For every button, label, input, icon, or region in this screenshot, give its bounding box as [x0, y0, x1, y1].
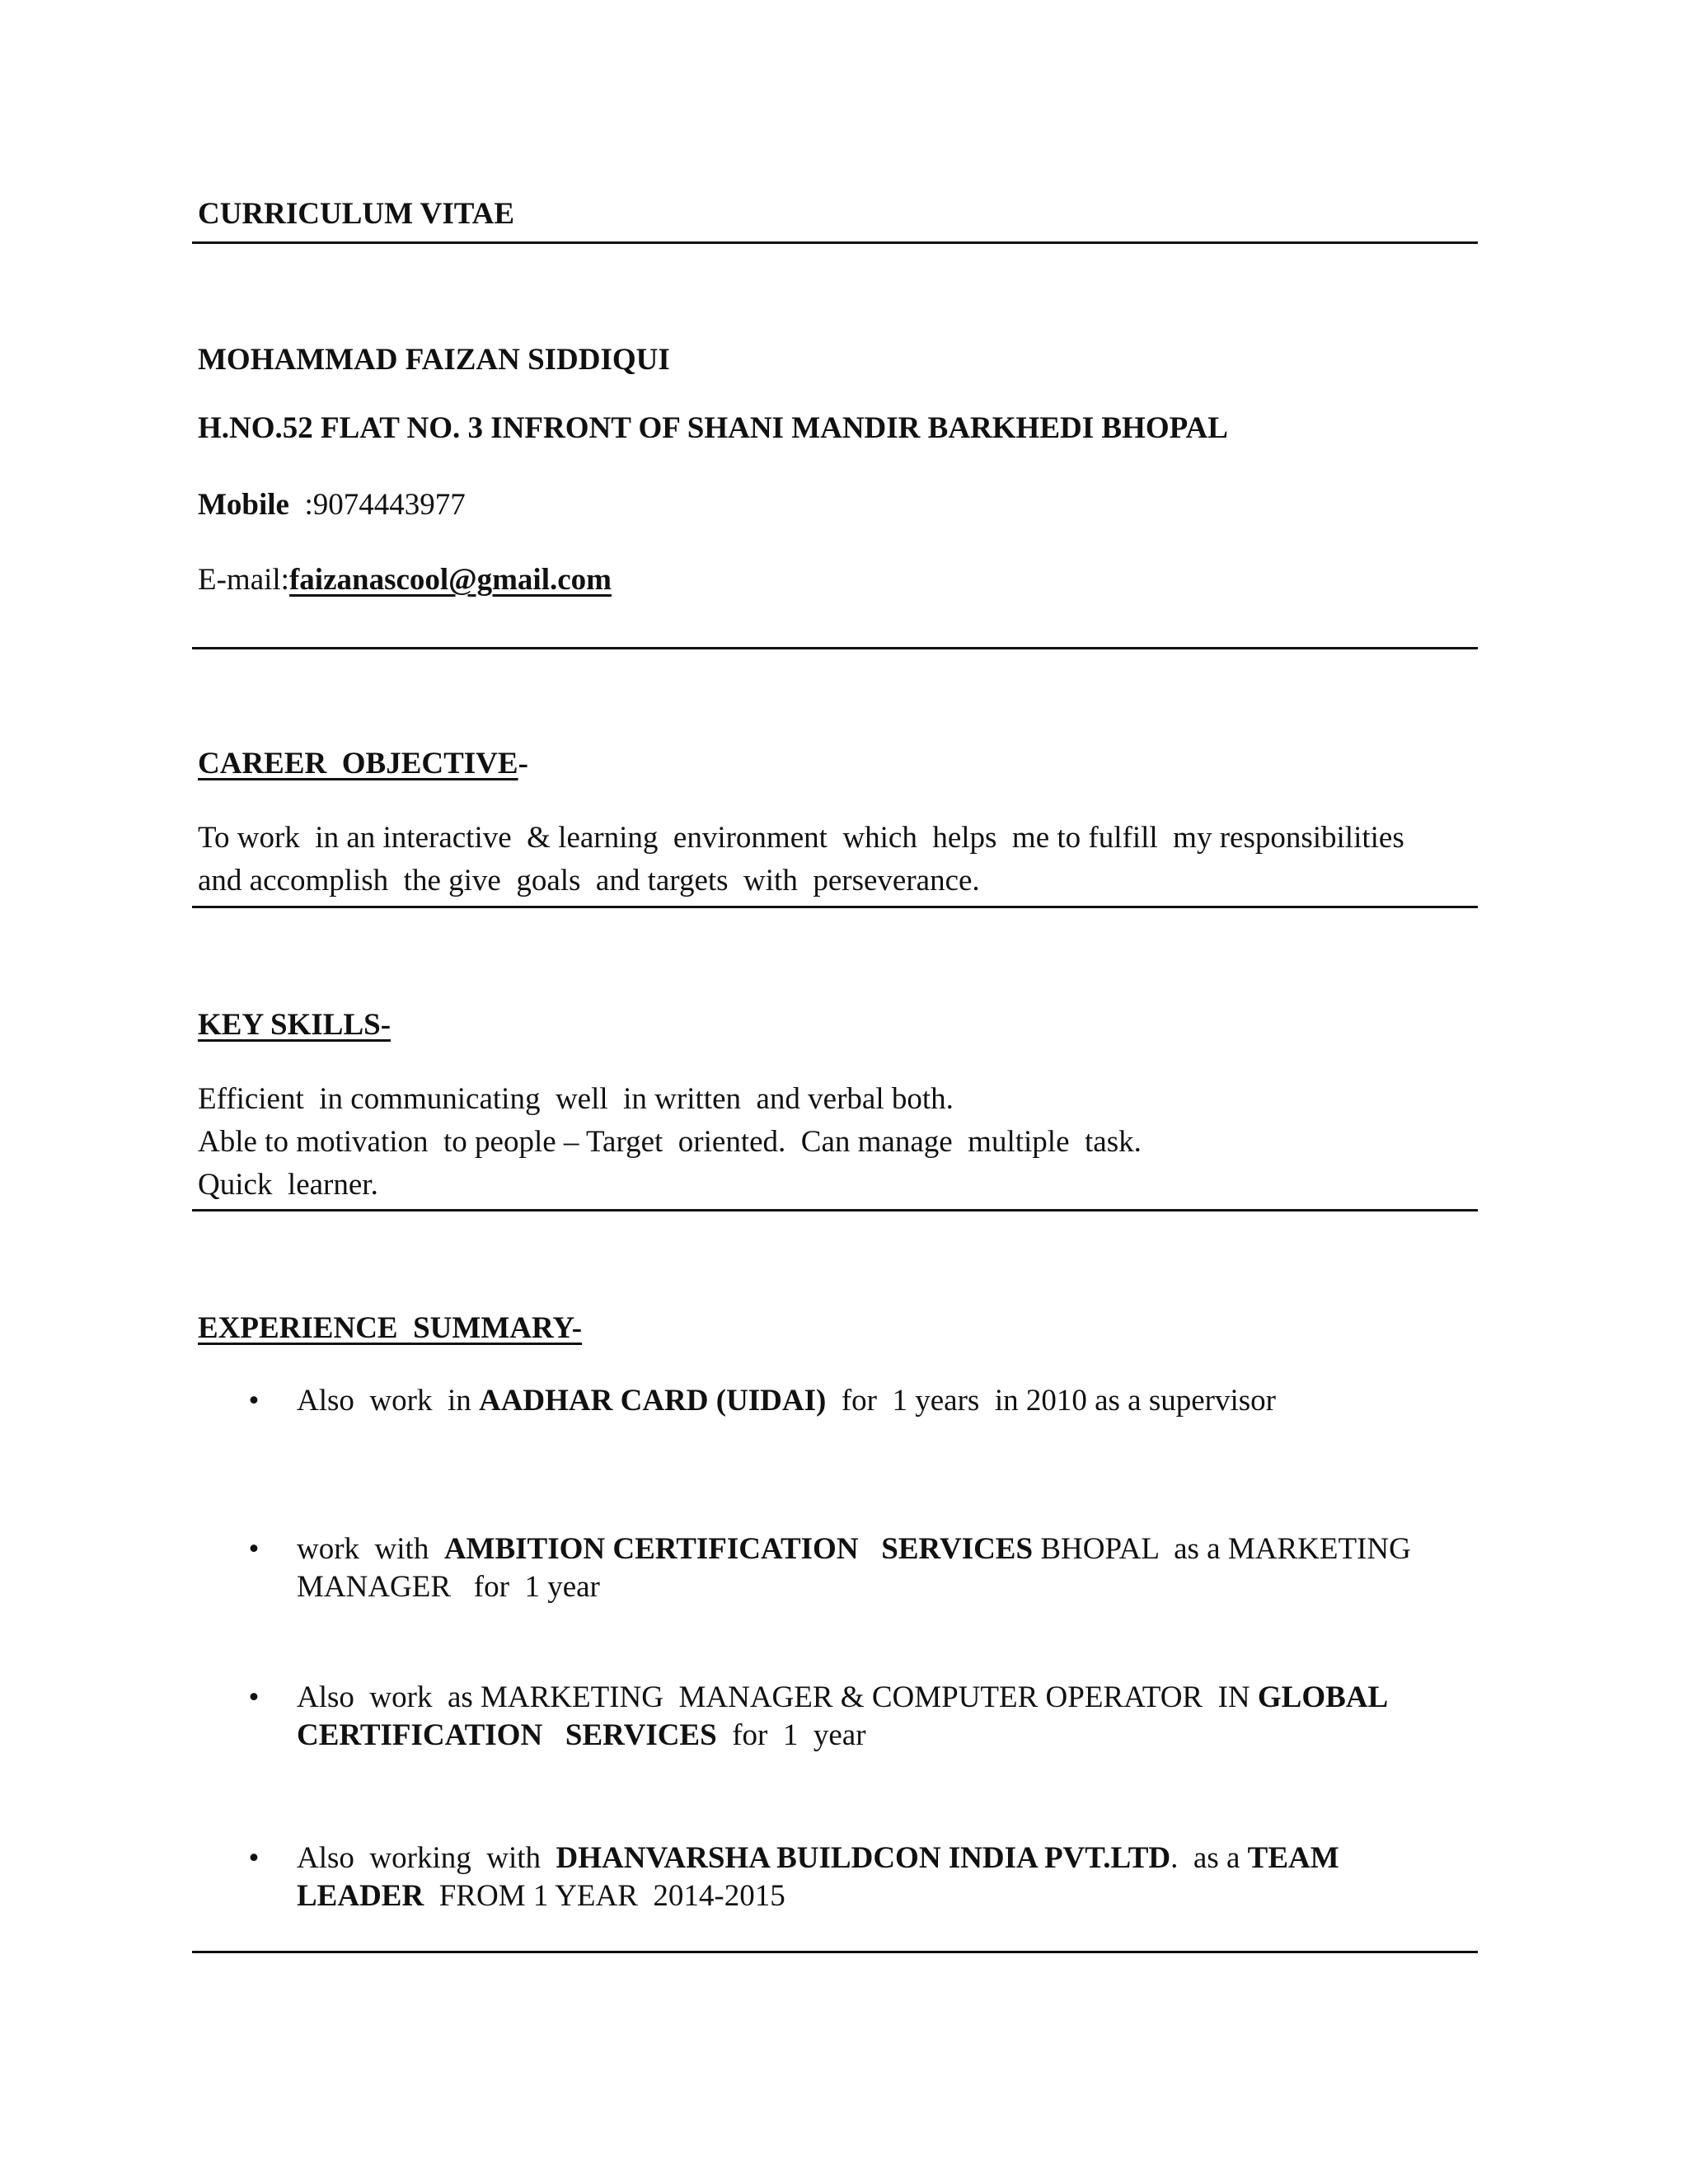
bullet-icon: •	[248, 1384, 260, 1418]
experience-role: TEAM	[1247, 1841, 1339, 1875]
career-objective-heading: CAREER OBJECTIVE	[198, 747, 518, 780]
key-skill-line: Quick learner.	[198, 1168, 378, 1202]
experience-heading: EXPERIENCE SUMMARY-	[198, 1311, 583, 1345]
experience-text-part: BHOPAL as a MARKETING	[1033, 1532, 1411, 1566]
experience-text	[297, 1382, 1276, 1420]
experience-text	[297, 1679, 1388, 1717]
key-skill-line: Efficient in communicating well in written and verbal both.	[198, 1082, 954, 1116]
mobile-line	[198, 487, 466, 523]
mobile-label: Mobile	[198, 488, 289, 522]
experience-company: GLOBAL	[1257, 1680, 1389, 1714]
experience-company: AADHAR CARD (UIDAI)	[478, 1384, 827, 1418]
bullet-icon: •	[248, 1841, 260, 1875]
experience-company: AMBITION CERTIFICATION SERVICES	[443, 1532, 1034, 1566]
mobile-separator: :	[288, 488, 313, 522]
experience-text-part: MANAGER for 1 year	[297, 1570, 600, 1604]
experience-text-part: Also work in	[297, 1384, 479, 1418]
career-objective-line: and accomplish the give goals and targets with perseverance.	[198, 864, 980, 898]
key-skills-heading: KEY SKILLS-	[198, 1008, 392, 1042]
mobile-value: 9074443977	[312, 488, 466, 522]
experience-company: CERTIFICATION SERVICES	[297, 1718, 717, 1752]
divider	[192, 1209, 1478, 1212]
divider	[192, 906, 1478, 908]
experience-text-part: FROM 1 YEAR 2014-2015	[424, 1879, 785, 1913]
email-link[interactable]: faizanascool@gmail.com	[288, 563, 612, 597]
experience-text-part: for 1 year	[716, 1718, 866, 1752]
experience-text-part: work with	[297, 1532, 444, 1566]
experience-text-part: for 1 years in 2010 as a supervisor	[826, 1384, 1276, 1418]
email-label: E-mail:	[198, 563, 289, 597]
experience-text-part: Also work as MARKETING MANAGER & COMPUTER OPERATOR IN	[297, 1680, 1258, 1714]
experience-text	[297, 1568, 600, 1606]
experience-text	[297, 1840, 1339, 1877]
experience-text	[297, 1877, 785, 1915]
candidate-name: MOHAMMAD FAIZAN SIDDIQUI	[198, 343, 670, 377]
divider	[192, 647, 1478, 649]
experience-text	[297, 1530, 1411, 1568]
career-objective-heading-row	[198, 746, 528, 781]
bullet-icon: •	[248, 1680, 260, 1714]
bullet-icon: •	[248, 1532, 260, 1566]
email-line	[198, 562, 612, 598]
address: H.NO.52 FLAT NO. 3 INFRONT OF SHANI MANDIR BARKHEDI BHOPAL	[198, 411, 1228, 445]
key-skill-line: Able to motivation to people – Target oriented. Can manage multiple task.	[198, 1125, 1142, 1159]
experience-text-part: . as a	[1170, 1841, 1248, 1875]
experience-company: DHANVARSHA BUILDCON INDIA PVT.LTD	[556, 1841, 1171, 1875]
career-objective-line: To work in an interactive & learning environment which helps me to fulfill my responsibilities	[198, 821, 1404, 855]
document-title: CURRICULUM VITAE	[198, 197, 515, 231]
experience-text	[297, 1717, 866, 1755]
divider	[192, 241, 1478, 244]
experience-text-part: Also working with	[297, 1841, 556, 1875]
divider	[192, 1951, 1478, 1953]
career-objective-heading-suffix: -	[518, 747, 528, 780]
experience-role: LEADER	[297, 1879, 424, 1913]
